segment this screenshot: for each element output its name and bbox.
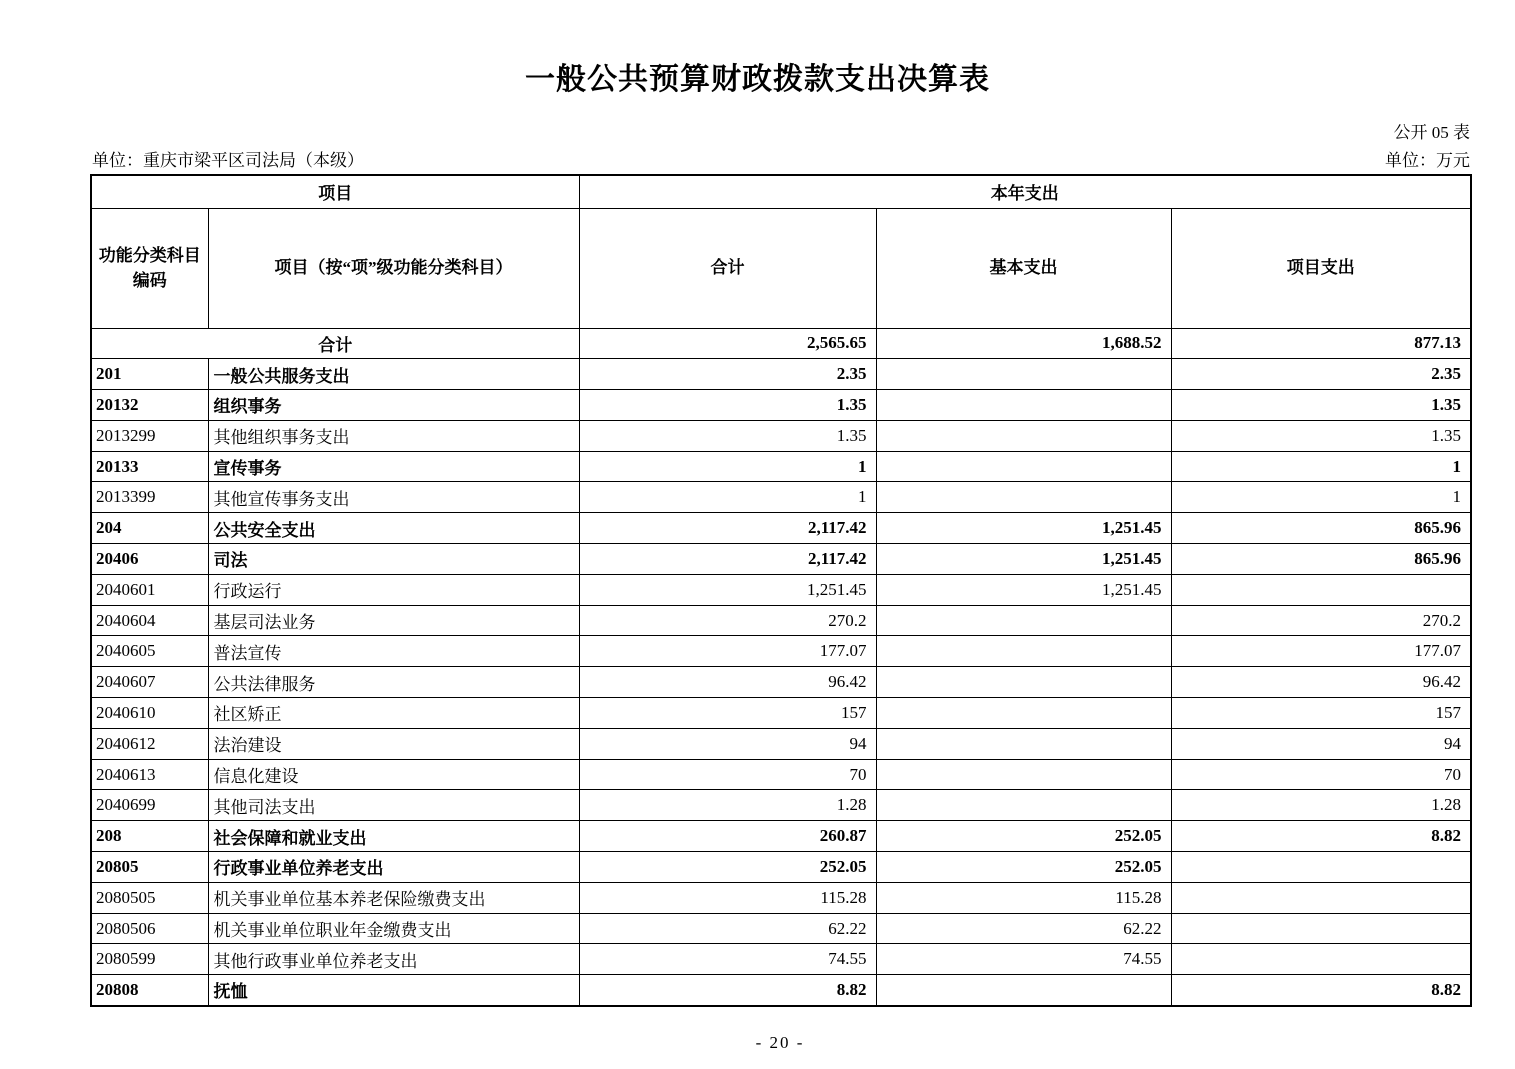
cell-basic [876, 420, 1171, 451]
cell-project: 1.35 [1171, 420, 1471, 451]
cell-project [1171, 944, 1471, 975]
cell-basic: 1,251.45 [876, 574, 1171, 605]
cell-total: 1 [579, 482, 876, 513]
cell-name: 其他司法支出 [208, 790, 579, 821]
table-row [91, 790, 1471, 821]
cell-code: 2040607 [91, 667, 208, 698]
cell-basic [876, 790, 1171, 821]
cell-code: 20133 [91, 451, 208, 482]
cell-code: 2080506 [91, 913, 208, 944]
cell-name: 组织事务 [208, 390, 579, 421]
header-group-expenditure: 本年支出 [579, 175, 1471, 208]
cell-name: 司法 [208, 544, 579, 575]
table-row [91, 513, 1471, 544]
cell-total: 1 [579, 451, 876, 482]
cell-code: 2040699 [91, 790, 208, 821]
cell-total: 1.35 [579, 420, 876, 451]
cell-total: 252.05 [579, 852, 876, 883]
table-row [91, 759, 1471, 790]
cell-total: 157 [579, 698, 876, 729]
cell-project: 177.07 [1171, 636, 1471, 667]
cell-project: 1 [1171, 482, 1471, 513]
cell-basic [876, 975, 1171, 1006]
cell-name: 公共安全支出 [208, 513, 579, 544]
cell-basic: 1,251.45 [876, 513, 1171, 544]
cell-total: 1.35 [579, 390, 876, 421]
cell-name: 机关事业单位基本养老保险缴费支出 [208, 882, 579, 913]
cell-code: 2013299 [91, 420, 208, 451]
header-group-item: 项目 [91, 175, 579, 208]
cell-code: 201 [91, 359, 208, 390]
cell-total: 177.07 [579, 636, 876, 667]
cell-total: 260.87 [579, 821, 876, 852]
cell-project: 8.82 [1171, 821, 1471, 852]
cell-code: 2013399 [91, 482, 208, 513]
cell-basic: 62.22 [876, 913, 1171, 944]
cell-code: 20808 [91, 975, 208, 1006]
cell-project: 70 [1171, 759, 1471, 790]
cell-name: 普法宣传 [208, 636, 579, 667]
cell-basic: 115.28 [876, 882, 1171, 913]
table-row [91, 359, 1471, 390]
table-row [91, 574, 1471, 605]
cell-total: 2,565.65 [579, 328, 876, 359]
cell-total: 2,117.42 [579, 513, 876, 544]
page-number: - 20 - [755, 1032, 805, 1052]
cell-code: 2040612 [91, 728, 208, 759]
cell-project [1171, 913, 1471, 944]
header-col-name: 项目（按“项”级功能分类科目） [208, 208, 579, 328]
cell-basic: 252.05 [876, 821, 1171, 852]
table-row [91, 390, 1471, 421]
cell-code: 2040613 [91, 759, 208, 790]
cell-project [1171, 574, 1471, 605]
cell-code: 2080599 [91, 944, 208, 975]
org-label: 单位：重庆市梁平区司法局（本级） [92, 151, 364, 170]
cell-project: 270.2 [1171, 605, 1471, 636]
table-row [91, 667, 1471, 698]
header-group-row [91, 175, 1471, 208]
cell-total: 2.35 [579, 359, 876, 390]
cell-project: 94 [1171, 728, 1471, 759]
cell-name: 法治建设 [208, 728, 579, 759]
cell-basic [876, 605, 1171, 636]
table-row [91, 605, 1471, 636]
table-row [91, 544, 1471, 575]
cell-total: 2,117.42 [579, 544, 876, 575]
table-row [91, 728, 1471, 759]
table-row [91, 451, 1471, 482]
table-row [91, 913, 1471, 944]
table-row [91, 420, 1471, 451]
cell-project: 157 [1171, 698, 1471, 729]
cell-total: 94 [579, 728, 876, 759]
cell-total: 70 [579, 759, 876, 790]
cell-basic [876, 667, 1171, 698]
cell-code: 2040604 [91, 605, 208, 636]
table-row [91, 944, 1471, 975]
cell-basic [876, 390, 1171, 421]
table-row [91, 975, 1471, 1006]
table-body [91, 328, 1471, 1006]
header-col-basic: 基本支出 [876, 208, 1171, 328]
cell-project: 1 [1171, 451, 1471, 482]
unit-label: 单位：万元 [1385, 151, 1470, 170]
cell-code: 2040601 [91, 574, 208, 605]
table-row [91, 882, 1471, 913]
header-columns-row [91, 208, 1471, 328]
cell-basic: 252.05 [876, 852, 1171, 883]
cell-name: 其他行政事业单位养老支出 [208, 944, 579, 975]
cell-total: 8.82 [579, 975, 876, 1006]
cell-name: 抚恤 [208, 975, 579, 1006]
cell-basic: 1,251.45 [876, 544, 1171, 575]
cell-name: 公共法律服务 [208, 667, 579, 698]
header-col-project: 项目支出 [1171, 208, 1471, 328]
table-header [91, 175, 1471, 328]
cell-project: 877.13 [1171, 328, 1471, 359]
cell-total: 270.2 [579, 605, 876, 636]
cell-basic [876, 728, 1171, 759]
cell-name: 一般公共服务支出 [208, 359, 579, 390]
header-col-total: 合计 [579, 208, 876, 328]
cell-total: 74.55 [579, 944, 876, 975]
cell-name: 社会保障和就业支出 [208, 821, 579, 852]
cell-project: 1.35 [1171, 390, 1471, 421]
table-row [91, 328, 1471, 359]
cell-total: 115.28 [579, 882, 876, 913]
cell-code: 20805 [91, 852, 208, 883]
cell-name: 基层司法业务 [208, 605, 579, 636]
cell-code: 208 [91, 821, 208, 852]
cell-name: 其他宣传事务支出 [208, 482, 579, 513]
cell-project [1171, 852, 1471, 883]
cell-basic [876, 698, 1171, 729]
cell-name: 其他组织事务支出 [208, 420, 579, 451]
cell-basic [876, 359, 1171, 390]
meta-row [92, 146, 1470, 171]
cell-total: 96.42 [579, 667, 876, 698]
cell-project: 865.96 [1171, 513, 1471, 544]
cell-name: 行政运行 [208, 574, 579, 605]
cell-basic: 1,688.52 [876, 328, 1171, 359]
cell-project: 865.96 [1171, 544, 1471, 575]
table-row [91, 482, 1471, 513]
cell-code: 2040605 [91, 636, 208, 667]
cell-name: 信息化建设 [208, 759, 579, 790]
cell-total: 1,251.45 [579, 574, 876, 605]
cell-project [1171, 882, 1471, 913]
cell-total: 1.28 [579, 790, 876, 821]
cell-name: 宣传事务 [208, 451, 579, 482]
header-col-code: 功能分类科目编码 [91, 208, 208, 328]
cell-basic [876, 636, 1171, 667]
table-row [91, 698, 1471, 729]
table-row [91, 852, 1471, 883]
cell-name: 机关事业单位职业年金缴费支出 [208, 913, 579, 944]
page-title: 一般公共预算财政拨款支出决算表 [525, 63, 990, 96]
table-row [91, 821, 1471, 852]
budget-table [90, 174, 1472, 1007]
cell-project: 2.35 [1171, 359, 1471, 390]
cell-name: 社区矫正 [208, 698, 579, 729]
cell-code: 20406 [91, 544, 208, 575]
cell-code: 2040610 [91, 698, 208, 729]
cell-total: 62.22 [579, 913, 876, 944]
cell-code: 2080505 [91, 882, 208, 913]
cell-name: 合计 [91, 328, 579, 359]
cell-code: 204 [91, 513, 208, 544]
cell-project: 8.82 [1171, 975, 1471, 1006]
cell-basic [876, 482, 1171, 513]
cell-code: 20132 [91, 390, 208, 421]
cell-name: 行政事业单位养老支出 [208, 852, 579, 883]
cell-project: 96.42 [1171, 667, 1471, 698]
cell-basic [876, 451, 1171, 482]
cell-basic: 74.55 [876, 944, 1171, 975]
table-row [91, 636, 1471, 667]
table-number-label: 公开 05 表 [1393, 123, 1470, 142]
cell-basic [876, 759, 1171, 790]
cell-project: 1.28 [1171, 790, 1471, 821]
